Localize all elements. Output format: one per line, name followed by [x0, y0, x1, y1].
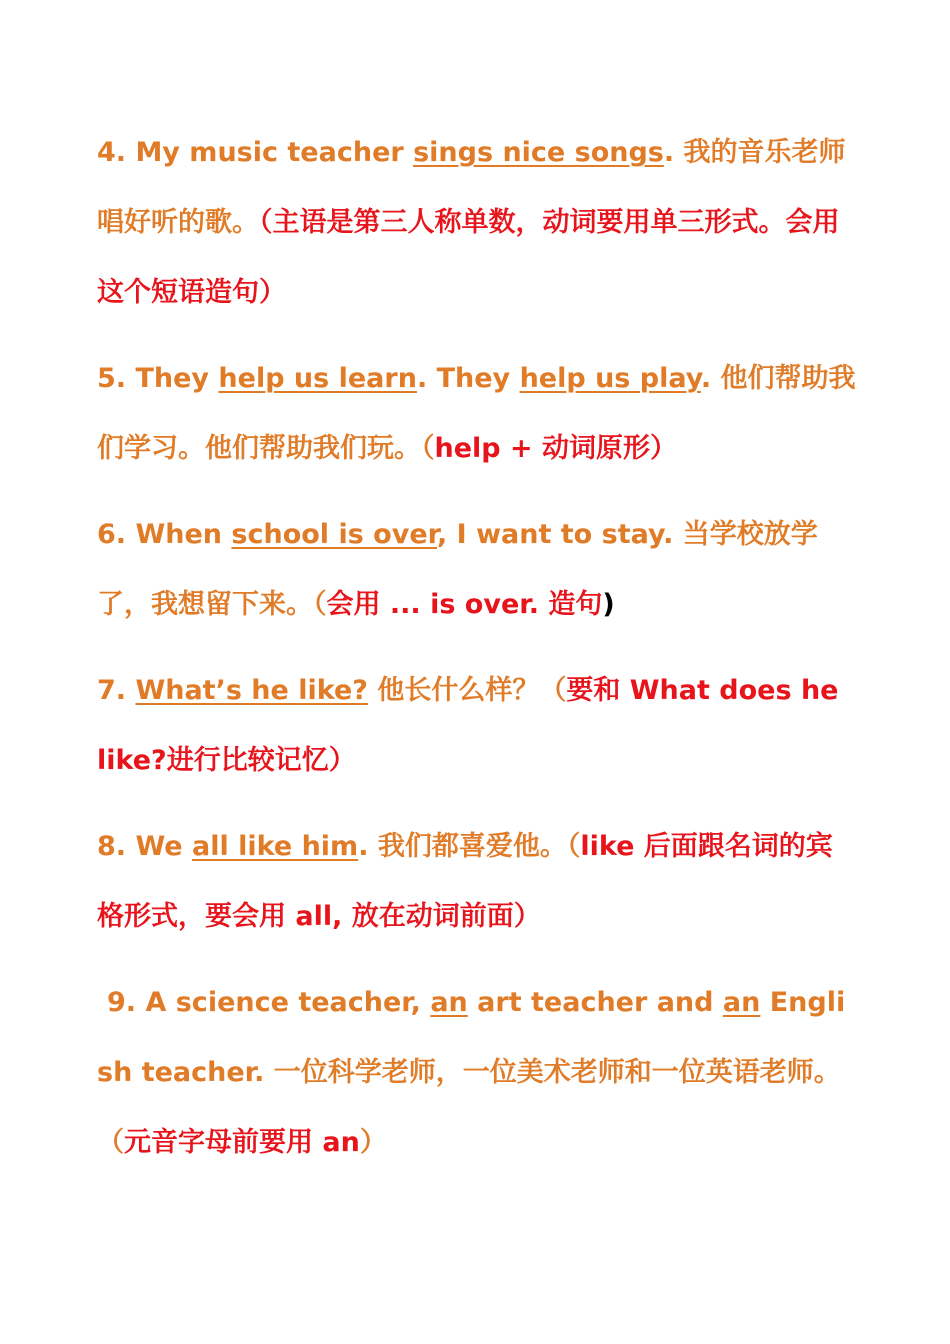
grammar-note: （主语是第三人称单数，动词要用单三形式。会用这个短语造句）: [97, 207, 840, 308]
sentence-text: . They: [416, 363, 520, 394]
underlined-phrase: sings nice songs: [413, 137, 664, 168]
grammar-note-continued: ，要会用 all, 放在动词前面）: [178, 901, 541, 932]
translation-text: English teacher. 一位科学老师，一位美术老师和一位英语老师。（: [97, 987, 846, 1158]
sentence-item-9: [97, 968, 857, 1178]
sentence-text: 9. A science teacher,: [107, 987, 431, 1018]
underlined-article: an: [722, 987, 761, 1018]
sentence-text: 6. When: [97, 519, 232, 550]
closing-paren: ）: [359, 1127, 387, 1158]
document-page: [97, 118, 857, 1194]
underlined-phrase: What’s he like?: [135, 675, 368, 706]
sentence-item-7: [97, 656, 857, 796]
grammar-note: 元音字母前要用 an: [124, 1127, 360, 1158]
translation-text: 他长什么样？（: [367, 675, 567, 706]
underlined-phrase: help us play: [519, 363, 701, 394]
closing-paren: ): [602, 589, 615, 620]
sentence-item-4: [97, 118, 857, 328]
grammar-note: 要和 What does he like?进行比较记忆）: [97, 675, 839, 776]
sentence-text: 4. My music teacher: [97, 137, 414, 168]
translation-text: . 他们帮助我们学习。他们帮助我们玩。（: [97, 363, 856, 464]
underlined-article: an: [430, 987, 468, 1018]
sentence-text: 7.: [97, 675, 136, 706]
sentence-text: art teacher and: [467, 987, 723, 1018]
translation-text: , I want to stay. 当学校放学了，我想留下来。（: [97, 519, 818, 620]
grammar-note: help + 动词原形）: [434, 433, 678, 464]
sentence-item-5: [97, 344, 857, 484]
translation-text: . 我们都喜爱他。（: [358, 831, 581, 862]
sentence-text: 5. They: [97, 363, 219, 394]
grammar-note: like 后面跟名词的宾格形式: [97, 831, 833, 932]
underlined-phrase: school is over: [231, 519, 437, 550]
sentence-item-6: [97, 500, 857, 640]
underlined-phrase: help us learn: [218, 363, 417, 394]
sentence-text: 8. We: [97, 831, 192, 862]
sentence-item-8: [97, 812, 857, 952]
underlined-phrase: all like him: [191, 831, 359, 862]
grammar-note: 会用 ... is over. 造句: [326, 589, 603, 620]
translation-text: . 我的音乐老师唱好听的歌。: [97, 137, 846, 238]
